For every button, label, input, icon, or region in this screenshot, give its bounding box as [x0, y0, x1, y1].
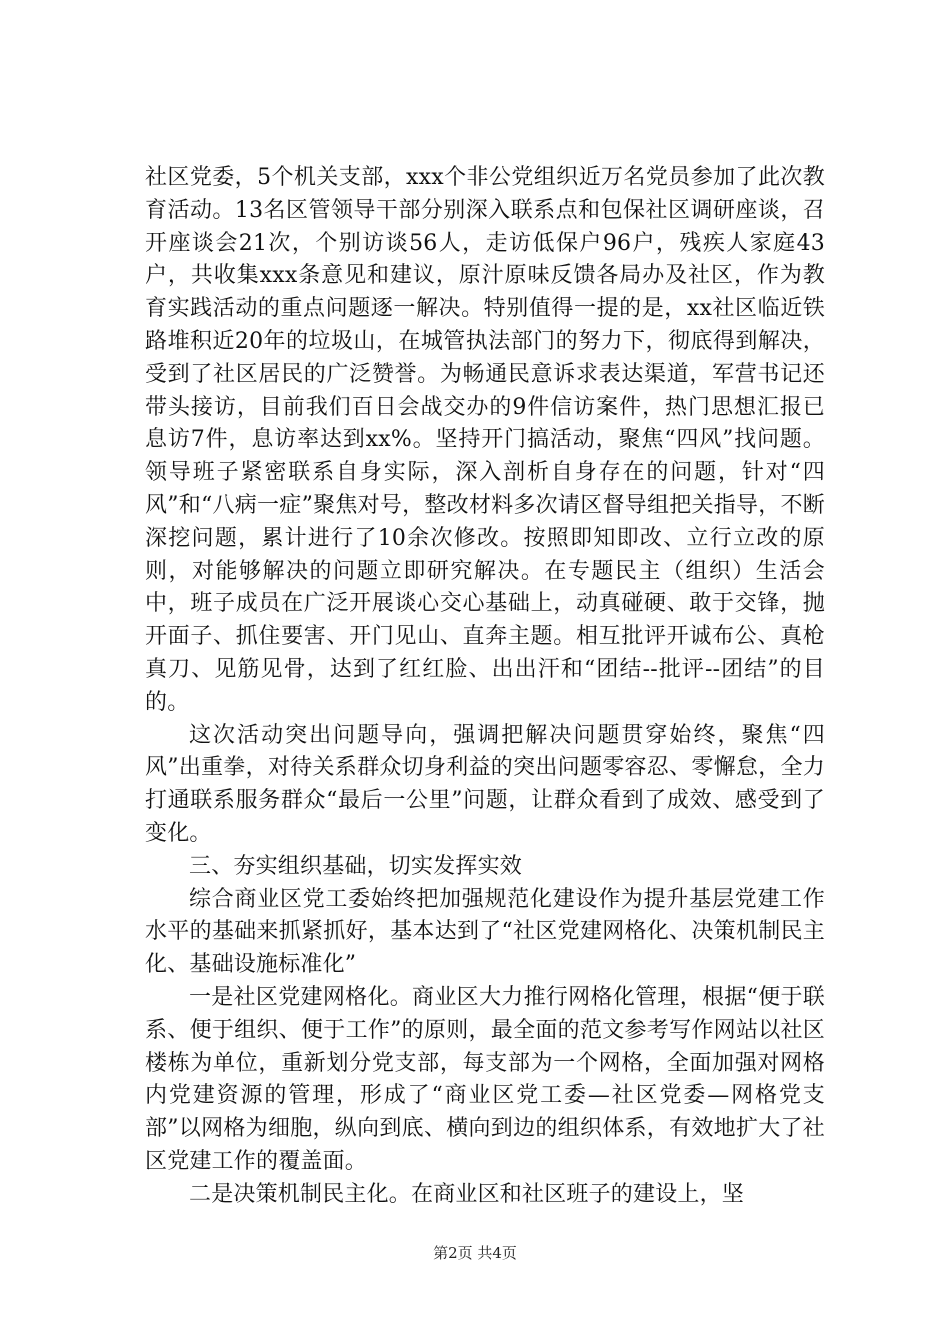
paragraph-3: 综合商业区党工委始终把加强规范化建设作为提升基层党建工作水平的基础来抓紧抓好，基本达到了“社区党建网格化、决策机制民主化、基础设施标准化” — [145, 886, 825, 978]
document-body — [145, 162, 825, 1212]
paragraph-1: 社区党委，5个机关支部，xxx个非公党组织近万名党员参加了此次教育活动。13名区管领导干部分别深入联系点和包保社区调研座谈，召开座谈会21次，个别访谈56人，走访低保户96户，残疾人家庭43户，共收集xxx条意见和建议，原汁原味反馈各局办及社区，作为教育实践活动的重点问题逐一解决。特别值得一提的是，xx社区临近铁路堆积近20年的垃圾山，在城管执法部门的努力下，彻底得到解决，受到了社区居民的广泛赞誉。为畅通民意诉求表达渠道，军营书记还带头接访，目前我们百日会战交办的9件信访案件，热门思想汇报已息访7件，息访率达到xx%。坚持开门搞活动，聚焦“四风”找问题。领导班子紧密联系自身实际，深入剖析自身存在的问题，针对“四风”和“八病一症”聚焦对号，整改材料多次请区督导组把关指导，不断深挖问题，累计进行了10余次修改。按照即知即改、立行立改的原则，对能够解决的问题立即研究解决。在专题民主（组织）生活会中，班子成员在广泛开展谈心交心基础上，动真碰硬、敢于交锋，抛开面子、抓住要害、开门见山、直奔主题。相互批评开诚布公、真枪真刀、见筋见骨，达到了红红脸、出出汗和“团结--批评--团结”的目的。 — [145, 165, 825, 715]
section-heading: 三、夯实组织基础，切实发挥实效 — [189, 853, 523, 879]
paragraph-4: 一是社区党建网格化。商业区大力推行网格化管理，根据“便于联系、便于组织、便于工作”的原则，最全面的范文参考写作网站以社区楼栋为单位，重新划分党支部，每支部为一个网格，全面加强对网格内党建资源的管理，形成了“商业区党工委—社区党委—网格党支部”以网格为细胞，纵向到底、横向到边的组织体系，有效地扩大了社区党建工作的覆盖面。 — [145, 984, 825, 1174]
paragraph-2: 这次活动突出问题导向，强调把解决问题贯穿始终，聚焦“四风”出重拳，对待关系群众切身利益的突出问题零容忍、零懈怠，全力打通联系服务群众“最后一公里”问题，让群众看到了成效、感受到了变化。 — [145, 722, 825, 846]
paragraph-5: 二是决策机制民主化。在商业区和社区班子的建设上，坚 — [189, 1181, 745, 1207]
page-footer: 第2页 共4页 — [433, 1244, 517, 1262]
